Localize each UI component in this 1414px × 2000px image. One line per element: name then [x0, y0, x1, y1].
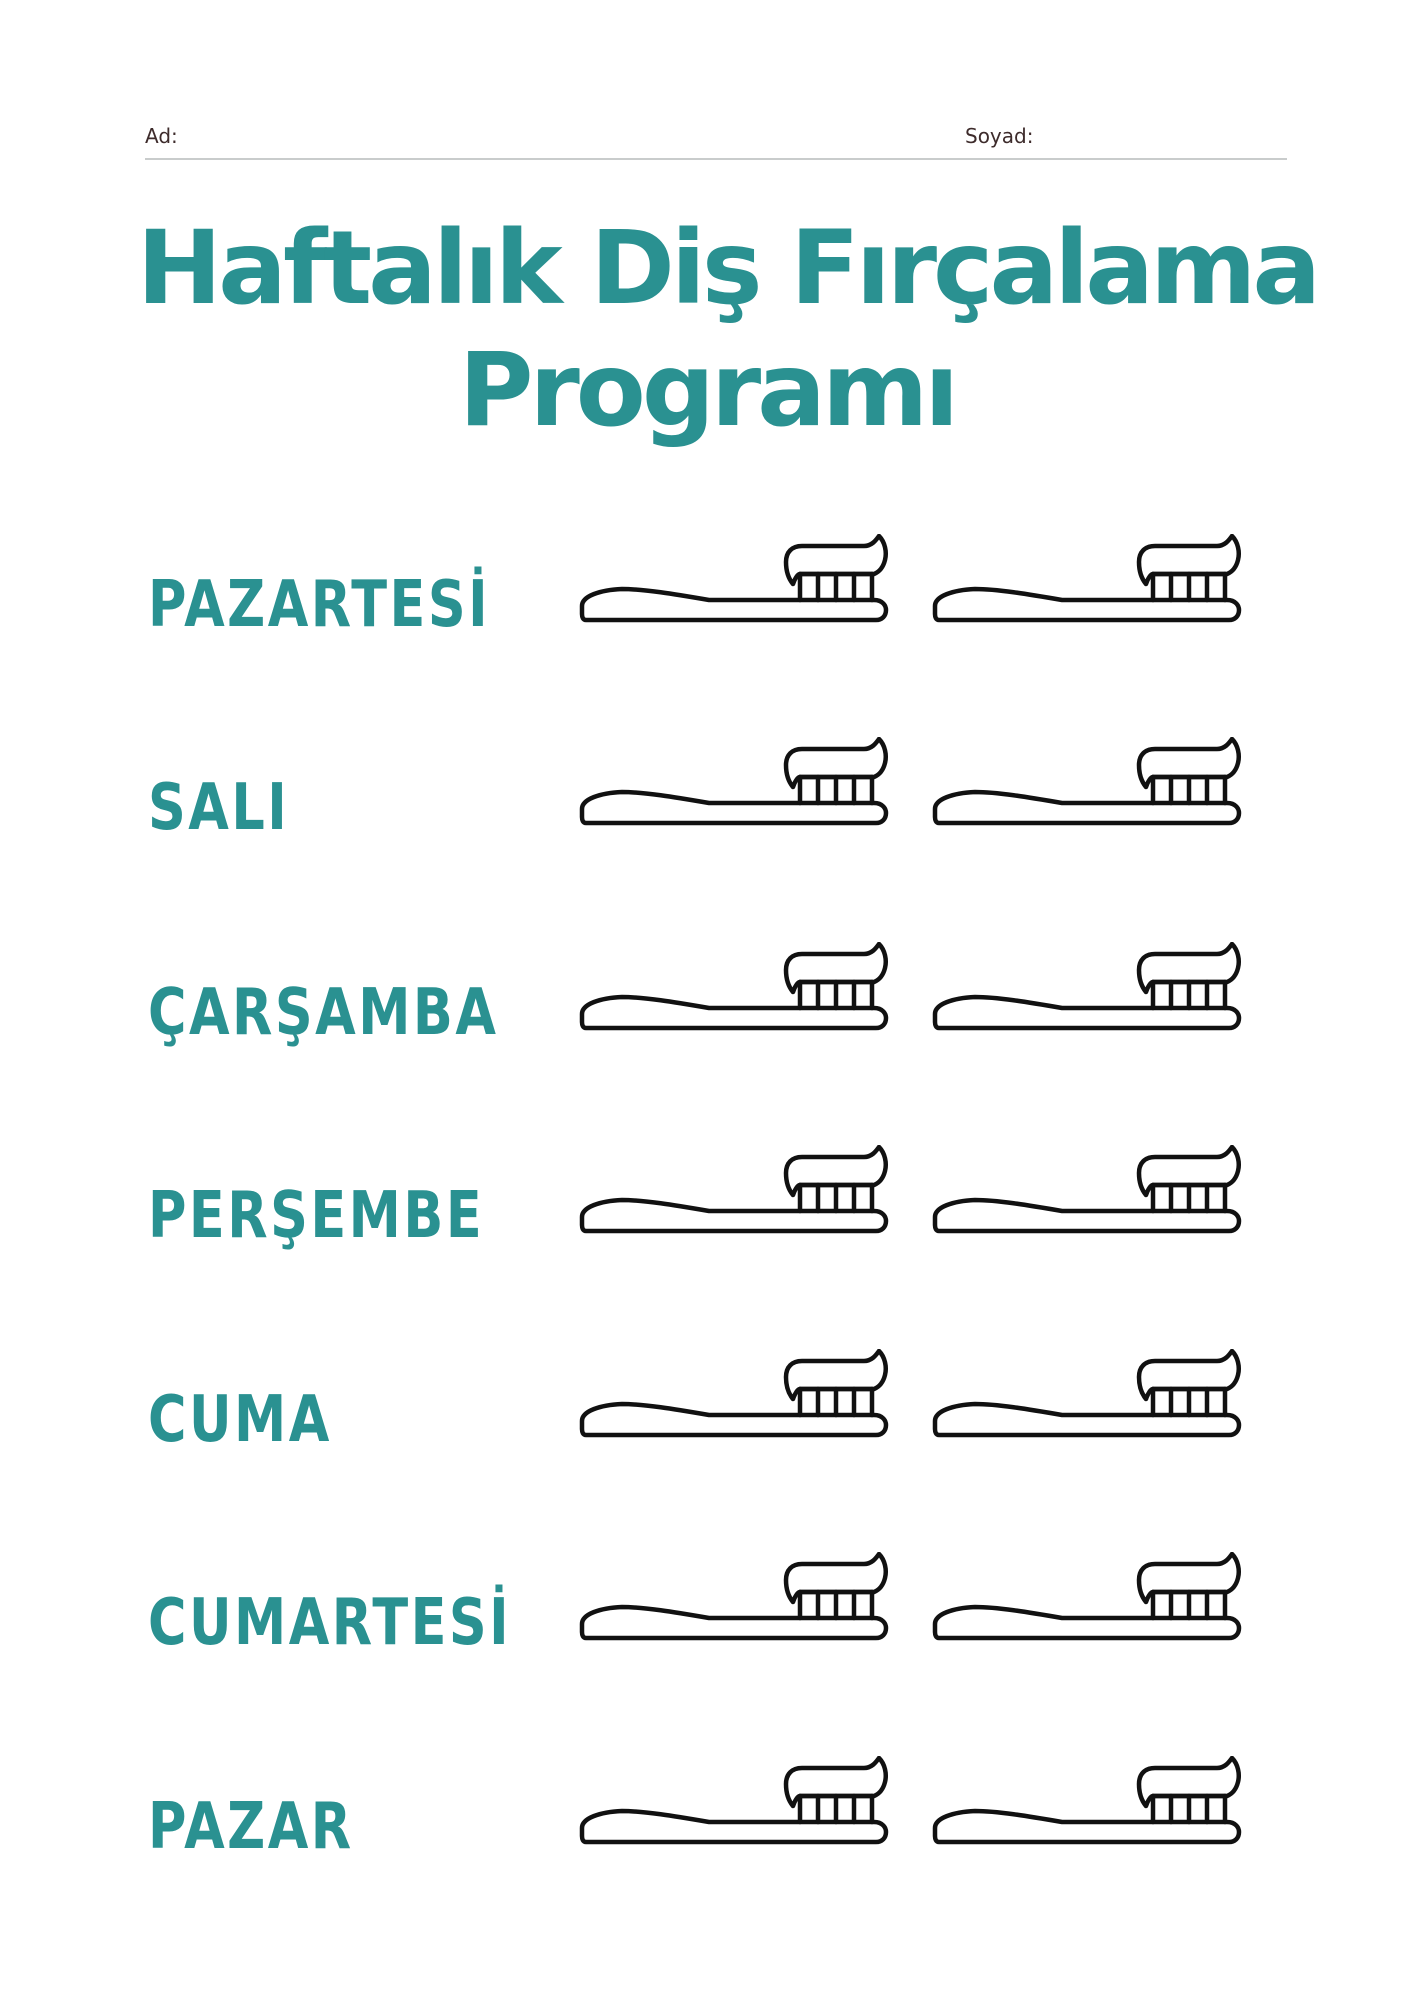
- day-row: [0, 737, 1414, 877]
- day-row: [0, 1756, 1414, 1896]
- toothbrush-icon[interactable]: [927, 737, 1247, 837]
- toothbrush-icon[interactable]: [574, 534, 894, 634]
- toothbrush-icon[interactable]: [927, 534, 1247, 634]
- day-label: PERŞEMBE: [148, 1179, 485, 1253]
- toothbrush-icon[interactable]: [927, 942, 1247, 1042]
- day-label: SALI: [148, 771, 290, 845]
- day-row: [0, 534, 1414, 674]
- title-line-2: Programı: [458, 331, 956, 450]
- day-label: PAZAR: [148, 1790, 354, 1864]
- toothbrush-icon[interactable]: [574, 1552, 894, 1652]
- title-line-1: Haftalık Diş Fırçalama: [136, 209, 1318, 328]
- day-row: [0, 1145, 1414, 1285]
- toothbrush-icon[interactable]: [927, 1756, 1247, 1856]
- day-row: [0, 1552, 1414, 1692]
- day-label: ÇARŞAMBA: [148, 976, 499, 1050]
- toothbrush-icon[interactable]: [927, 1552, 1247, 1652]
- day-row: [0, 942, 1414, 1082]
- day-label: CUMA: [148, 1383, 332, 1457]
- toothbrush-icon[interactable]: [927, 1349, 1247, 1449]
- toothbrush-icon[interactable]: [574, 1756, 894, 1856]
- last-name-label: Soyad:: [965, 124, 1034, 148]
- name-fields: [145, 118, 1287, 160]
- toothbrush-icon[interactable]: [574, 737, 894, 837]
- toothbrush-icon[interactable]: [574, 1145, 894, 1245]
- toothbrush-icon[interactable]: [574, 942, 894, 1042]
- day-label: CUMARTESİ: [148, 1586, 512, 1660]
- day-row: [0, 1349, 1414, 1489]
- toothbrush-icon[interactable]: [574, 1349, 894, 1449]
- first-name-label: Ad:: [145, 124, 178, 148]
- day-label: PAZARTESİ: [148, 568, 491, 642]
- page-title: [0, 208, 1414, 452]
- toothbrush-icon[interactable]: [927, 1145, 1247, 1245]
